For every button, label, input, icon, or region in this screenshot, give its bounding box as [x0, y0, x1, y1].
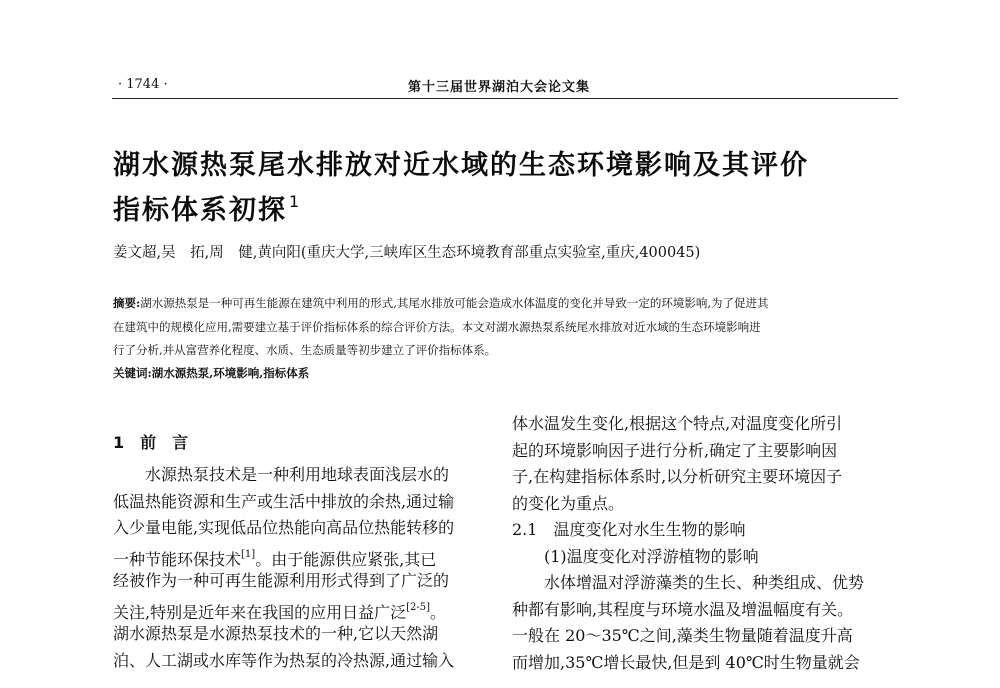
- section-heading-intro: 1 前 言: [113, 433, 189, 452]
- citation-ref: [2-5]: [406, 601, 430, 613]
- keywords-line: [113, 365, 309, 381]
- right-line-6: (1)温度变化对浮游植物的影响: [512, 546, 759, 566]
- right-line-4: 的变化为重点。: [512, 493, 625, 513]
- left-line-5: 经被作为一种可再生能源利用形式得到了广泛的: [113, 571, 450, 590]
- journal-title: 第十三届世界湖泊大会论文集: [408, 80, 591, 95]
- left-column: [113, 414, 498, 688]
- title-text: 指标体系初探: [113, 195, 287, 226]
- right-line-1: 体水温发生变化,根据这个特点,对温度变化所引: [512, 414, 843, 433]
- header-rule: [112, 98, 898, 99]
- left-line-8: 泊、人工湖或水库等作为热泵的冷热源,通过输入: [113, 650, 455, 670]
- citation-ref: [1]: [241, 548, 256, 560]
- right-line-10: 而增加,35℃增长最快,但是到 40℃时生物量就会: [512, 652, 860, 672]
- left-line-7: 湖水源热泵是水源热泵技术的一种,它以天然湖: [113, 624, 439, 643]
- abstract-line1: [113, 295, 769, 311]
- abstract-line3: 行了分析,并从富营养化程度、水质、生态质量等初步建立了评价指标体系。: [113, 343, 497, 357]
- abstract-line2: 在建筑中的规模化应用,需要建立基于评价指标体系的综合评价方法。本文对湖水源热泵系统尾水排放对近水域的生态环境影响进: [113, 320, 761, 334]
- right-line-9: 一般在 20～35℃之间,藻类生物量随着温度升高: [512, 626, 853, 645]
- title-footnote-mark: 1: [289, 192, 302, 211]
- left-line-1: 水源热泵技术是一种利用地球表面浅层水的: [113, 465, 450, 484]
- keywords-label: 关键词:: [113, 366, 152, 380]
- right-line-8: 种都有影响,其程度与环境水温及增温幅度有关。: [512, 599, 854, 619]
- page-number: · 1744 ·: [118, 77, 168, 92]
- right-column: [512, 414, 902, 688]
- section-heading-2-1: 2.1 温度变化对水生生物的影响: [512, 520, 746, 539]
- left-line-6a: 关注,特别是近年来在我国的应用日益广泛: [113, 602, 407, 622]
- left-line-3: 入少量电能,实现低品位热能向高品位热能转移的: [113, 518, 455, 537]
- abstract-text1: 湖水源热泵是一种可再生能源在建筑中利用的形式,其尾水排放可能会造成水体温度的变化并导致一定的环境影响,为了促进其: [140, 296, 769, 310]
- left-line-2: 低温热能资源和生产或生活中排放的余热,通过输: [113, 491, 455, 511]
- right-line-7: 水体增温对浮游藻类的生长、种类组成、优势: [512, 573, 865, 592]
- paper-title-line1: 湖水源热泵尾水排放对近水域的生态环境影响及其评价: [113, 150, 809, 181]
- left-line-6b: 。: [430, 602, 447, 622]
- right-line-3: 子,在构建指标体系时,以分析研究主要环境因子: [512, 467, 843, 486]
- authors-line: 姜文超,吴 拓,周 健,黄向阳(重庆大学,三峡库区生态环境教育部重点实验室,重庆,400045): [113, 245, 701, 261]
- paper-title-line2: [113, 188, 301, 227]
- keywords-text: 湖水源热泵,环境影响,指标体系: [151, 366, 310, 380]
- abstract-label: 摘要:: [113, 296, 141, 310]
- left-line-4a: 一种节能环保技术: [113, 549, 242, 569]
- right-line-2: 起的环境影响因子进行分析,确定了主要影响因: [512, 440, 838, 460]
- left-line-4b: 。由于能源供应紧张,其已: [255, 549, 437, 569]
